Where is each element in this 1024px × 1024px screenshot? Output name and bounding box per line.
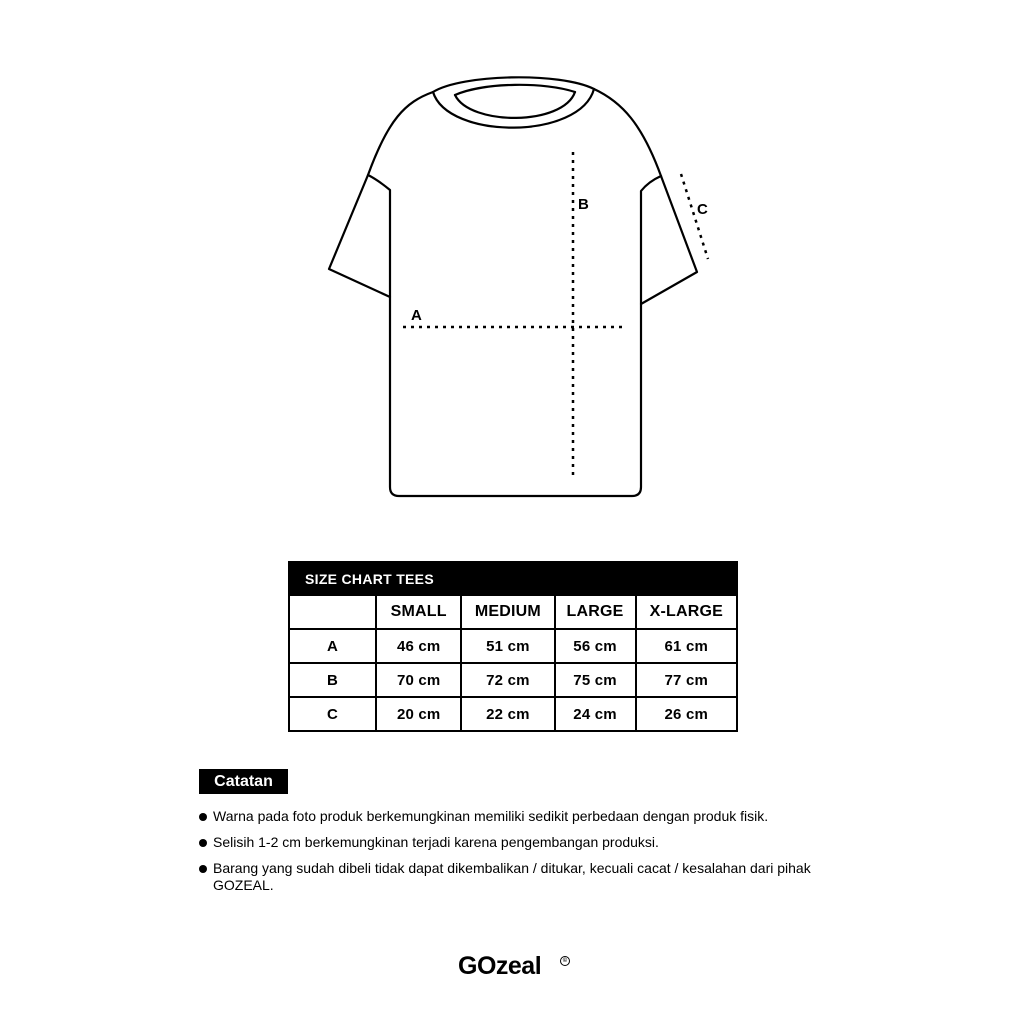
- collar-inner: [455, 85, 575, 95]
- note-text: Warna pada foto produk berkemungkinan memiliki sedikit perbedaan dengan produk fisik.: [213, 808, 769, 824]
- header-x-large: X-LARGE: [636, 595, 737, 629]
- collar-inner-front: [455, 92, 575, 118]
- table-cell: 46 cm: [376, 629, 461, 663]
- left-sleeve-seam: [368, 175, 390, 297]
- table-cell: 22 cm: [461, 697, 554, 731]
- table-cell: 51 cm: [461, 629, 554, 663]
- brand-logo: GOzeal: [458, 952, 542, 980]
- table-cell: 26 cm: [636, 697, 737, 731]
- table-row: [289, 697, 737, 731]
- empty-header-cell: [289, 595, 376, 629]
- table-cell: 70 cm: [376, 663, 461, 697]
- row-label: A: [289, 629, 376, 663]
- table-cell: 56 cm: [555, 629, 636, 663]
- table-cell: 20 cm: [376, 697, 461, 731]
- right-sleeve-seam: [641, 176, 661, 304]
- table-cell: 77 cm: [636, 663, 737, 697]
- header-small: SMALL: [376, 595, 461, 629]
- notes-title-badge: Catatan: [199, 769, 288, 794]
- note-text: Barang yang sudah dibeli tidak dapat dikembalikan / ditukar, kecuali cacat / kesalahan dari pihak GOZEAL.: [213, 860, 811, 893]
- table-cell: 75 cm: [555, 663, 636, 697]
- bullet-icon: [199, 813, 207, 821]
- label-a: A: [411, 307, 422, 324]
- table-row: [289, 629, 737, 663]
- label-c: C: [697, 201, 708, 218]
- table-row: [289, 663, 737, 697]
- size-header-row: [289, 595, 737, 629]
- list-item: [199, 860, 859, 894]
- table-cell: 72 cm: [461, 663, 554, 697]
- list-item: [199, 808, 859, 825]
- bullet-icon: [199, 865, 207, 873]
- table-cell: 24 cm: [555, 697, 636, 731]
- header-large: LARGE: [555, 595, 636, 629]
- header-medium: MEDIUM: [461, 595, 554, 629]
- size-chart-title: SIZE CHART TEES: [289, 562, 737, 595]
- label-b: B: [578, 196, 589, 213]
- list-item: [199, 834, 859, 851]
- row-label: B: [289, 663, 376, 697]
- size-chart-table: [288, 561, 738, 732]
- copyright-mark-icon: ©: [560, 956, 570, 966]
- note-text: Selisih 1-2 cm berkemungkinan terjadi karena pengembangan produksi.: [213, 834, 659, 850]
- row-label: C: [289, 697, 376, 731]
- table-cell: 61 cm: [636, 629, 737, 663]
- notes-list: [199, 808, 859, 903]
- bullet-icon: [199, 839, 207, 847]
